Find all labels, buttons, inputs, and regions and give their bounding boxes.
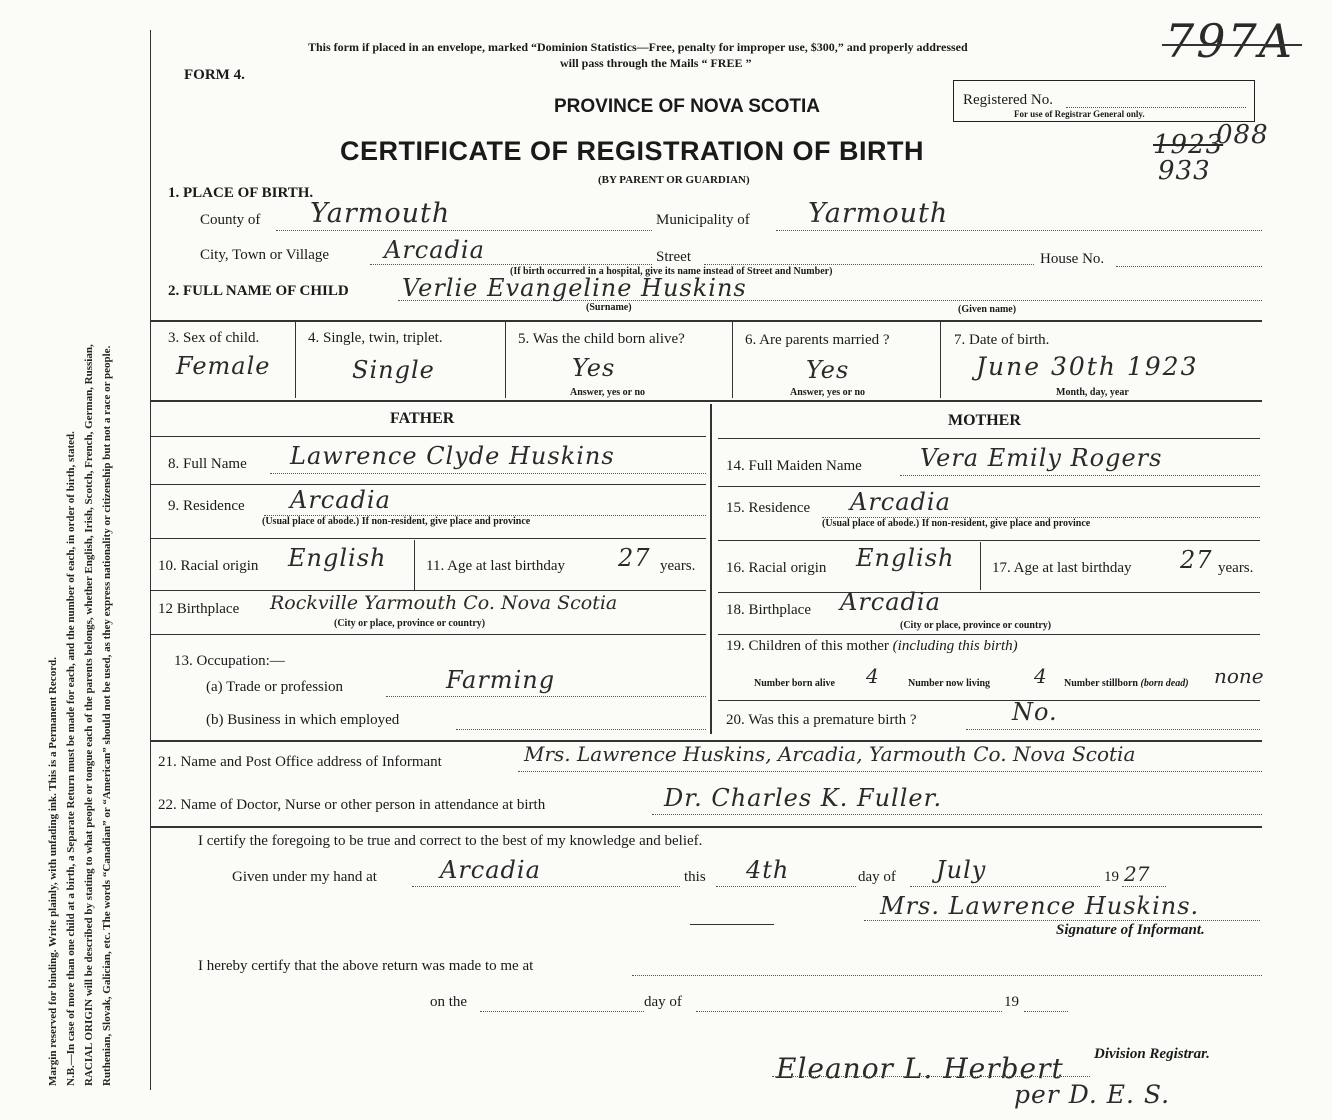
mother-heading: MOTHER bbox=[948, 412, 1021, 429]
registrar-per: per D. E. S. bbox=[1014, 1080, 1171, 1109]
married-label: 6. Are parents married ? bbox=[745, 332, 890, 348]
file-number-strike bbox=[1162, 44, 1302, 46]
margin-instructions bbox=[44, 86, 116, 1086]
postal-note-line-2: will pass through the Mails “ FREE ” bbox=[560, 56, 752, 70]
plurality-value: Single bbox=[352, 356, 435, 384]
mother-residence-note: (Usual place of abode.) If non-resident, give place and province bbox=[822, 518, 1091, 529]
mother-birthplace-value: Arcadia bbox=[840, 588, 941, 616]
margin-line-2: N.B.—In case of more than one child at a birth, a Separate Return must be made for each, and the number of each, in order of birth, stated. bbox=[65, 431, 77, 1086]
mother-race-label: 16. Racial origin bbox=[726, 560, 827, 576]
registered-number-box bbox=[953, 80, 1255, 122]
plurality-label: 4. Single, twin, triplet. bbox=[308, 330, 443, 346]
father-age-value: 27 bbox=[618, 544, 651, 572]
stillborn-value: none bbox=[1214, 664, 1264, 688]
registered-note: For use of Registrar General only. bbox=[1014, 109, 1145, 119]
father-years-label: years. bbox=[660, 558, 696, 574]
reg-number-b: 933 bbox=[1158, 156, 1211, 186]
given-name-note: (Given name) bbox=[958, 304, 1017, 315]
page-subtitle: (BY PARENT OR GUARDIAN) bbox=[598, 174, 750, 186]
day-value: 4th bbox=[746, 856, 790, 884]
dob-label: 7. Date of birth. bbox=[954, 332, 1050, 348]
page-title: CERTIFICATE OF REGISTRATION OF BIRTH bbox=[340, 136, 924, 166]
doctor-value: Dr. Charles K. Fuller. bbox=[664, 784, 943, 812]
reg-number-struck: 1923 bbox=[1153, 130, 1224, 160]
municipality-value: Yarmouth bbox=[808, 198, 949, 229]
county-value: Yarmouth bbox=[310, 198, 451, 229]
given-label: Given under my hand at bbox=[232, 869, 377, 885]
registrar-statement: I hereby certify that the above return was made to me at bbox=[198, 958, 534, 974]
mother-birthplace-note: (City or place, province or country) bbox=[900, 620, 1052, 631]
premature-label: 20. Was this a premature birth ? bbox=[726, 712, 917, 728]
premature-value: No. bbox=[1012, 698, 1058, 726]
city-value: Arcadia bbox=[384, 236, 485, 264]
street-label: Street bbox=[656, 249, 691, 265]
father-race-value: English bbox=[288, 544, 387, 572]
father-residence-note: (Usual place of abode.) If non-resident, give place and province bbox=[262, 516, 531, 527]
father-birthplace-note: (City or place, province or country) bbox=[334, 618, 486, 629]
trade-value: Farming bbox=[446, 666, 556, 694]
mother-name-label: 14. Full Maiden Name bbox=[726, 458, 862, 474]
trade-label: (a) Trade or profession bbox=[206, 679, 344, 695]
mother-residence-label: 15. Residence bbox=[726, 500, 811, 516]
father-name-value: Lawrence Clyde Huskins bbox=[290, 442, 615, 470]
postal-note-line-1: This form if placed in an envelope, marked “Dominion Statistics—Free, penalty for improper use, $300,” and properly addressed bbox=[308, 40, 968, 54]
year-prefix: 19 bbox=[1104, 869, 1119, 885]
registrar-on-the: on the bbox=[430, 994, 468, 1010]
children-label: 19. Children of this mother (including this birth) bbox=[726, 638, 1018, 654]
mother-birthplace-label: 18. Birthplace bbox=[726, 602, 811, 618]
this-label: this bbox=[684, 869, 706, 885]
year-value: 27 bbox=[1124, 862, 1150, 886]
child-name-value: Verlie Evangeline Huskins bbox=[402, 274, 747, 302]
registered-label: Registered No. bbox=[963, 92, 1053, 108]
doctor-label: 22. Name of Doctor, Nurse or other person in attendance at birth bbox=[158, 797, 546, 813]
province-heading: PROVINCE OF NOVA SCOTIA bbox=[554, 96, 821, 117]
living-label: Number now living bbox=[908, 678, 991, 689]
mother-age-label: 17. Age at last birthday bbox=[992, 560, 1132, 576]
registrar-year-prefix: 19 bbox=[1004, 994, 1019, 1010]
born-alive-label: Number born alive bbox=[754, 678, 835, 689]
stillborn-label: Number stillborn (born dead) bbox=[1064, 678, 1189, 689]
mother-race-value: English bbox=[856, 544, 955, 572]
father-birthplace-value: Rockville Yarmouth Co. Nova Scotia bbox=[270, 592, 618, 614]
reg-number-a: 088 bbox=[1216, 120, 1269, 150]
month-value: July bbox=[936, 856, 987, 884]
municipality-label: Municipality of bbox=[656, 212, 750, 228]
father-birthplace-label: 12 Birthplace bbox=[158, 601, 240, 617]
informant-signature: Mrs. Lawrence Huskins. bbox=[880, 892, 1200, 920]
father-heading: FATHER bbox=[390, 410, 455, 427]
married-note: Answer, yes or no bbox=[790, 387, 866, 398]
born-alive-value: 4 bbox=[866, 664, 879, 688]
mother-years-label: years. bbox=[1218, 560, 1254, 576]
alive-value: Yes bbox=[572, 354, 616, 382]
given-place-value: Arcadia bbox=[440, 856, 541, 884]
mother-age-value: 27 bbox=[1180, 546, 1213, 574]
alive-note: Answer, yes or no bbox=[570, 387, 646, 398]
house-label: House No. bbox=[1040, 251, 1105, 267]
father-age-label: 11. Age at last birthday bbox=[426, 558, 565, 574]
mother-residence-value: Arcadia bbox=[850, 488, 951, 516]
hospital-note: (If birth occurred in a hospital, give its name instead of Street and Number) bbox=[510, 266, 833, 277]
margin-line-4: Ruthenian, Slovak, Galician, etc. The words “Canadian” or “American” should not be used, as they express nationality or citizenship but not a race or people. bbox=[101, 345, 113, 1086]
father-name-label: 8. Full Name bbox=[168, 456, 247, 472]
form-number: FORM 4. bbox=[184, 67, 245, 83]
registrar-signature: Eleanor L. Herbert bbox=[776, 1052, 1064, 1085]
informant-value: Mrs. Lawrence Huskins, Arcadia, Yarmouth Co. Nova Scotia bbox=[524, 742, 1136, 766]
place-heading: 1. PLACE OF BIRTH. bbox=[168, 185, 314, 201]
father-race-label: 10. Racial origin bbox=[158, 558, 259, 574]
alive-label: 5. Was the child born alive? bbox=[518, 331, 685, 347]
child-name-label: 2. FULL NAME OF CHILD bbox=[168, 283, 349, 299]
registrar-day-of: day of bbox=[644, 994, 682, 1010]
informant-label: 21. Name and Post Office address of Informant bbox=[158, 754, 442, 770]
county-label: County of bbox=[200, 212, 261, 228]
occupation-label: 13. Occupation:— bbox=[174, 653, 285, 669]
living-value: 4 bbox=[1034, 664, 1047, 688]
sex-label: 3. Sex of child. bbox=[168, 330, 260, 346]
file-number: 797A bbox=[1165, 14, 1295, 68]
margin-line-3: RACIAL ORIGIN will be described by stating to what people or tongue each of the parents belongs, whether English, Irish, Scotch, French, German, Russian, bbox=[83, 344, 95, 1086]
mother-name-value: Vera Emily Rogers bbox=[920, 444, 1163, 472]
margin-line-1: Margin reserved for binding. Write plainly, with unfading ink. This is a Permanent Record. bbox=[47, 657, 59, 1086]
sex-value: Female bbox=[176, 352, 271, 380]
dob-note: Month, day, year bbox=[1056, 387, 1129, 398]
registrar-title: Division Registrar. bbox=[1094, 1046, 1210, 1062]
signature-label: Signature of Informant. bbox=[1056, 922, 1205, 938]
dob-value: June 30th 1923 bbox=[976, 352, 1199, 381]
city-label: City, Town or Village bbox=[200, 247, 330, 263]
father-residence-label: 9. Residence bbox=[168, 498, 245, 514]
married-value: Yes bbox=[806, 356, 850, 384]
surname-note: (Surname) bbox=[586, 302, 632, 313]
binding-margin-line bbox=[150, 30, 151, 1090]
business-label: (b) Business in which employed bbox=[206, 712, 400, 728]
day-of-label: day of bbox=[858, 869, 896, 885]
father-residence-value: Arcadia bbox=[290, 486, 391, 514]
certify-statement: I certify the foregoing to be true and correct to the best of my knowledge and belief. bbox=[198, 833, 703, 849]
